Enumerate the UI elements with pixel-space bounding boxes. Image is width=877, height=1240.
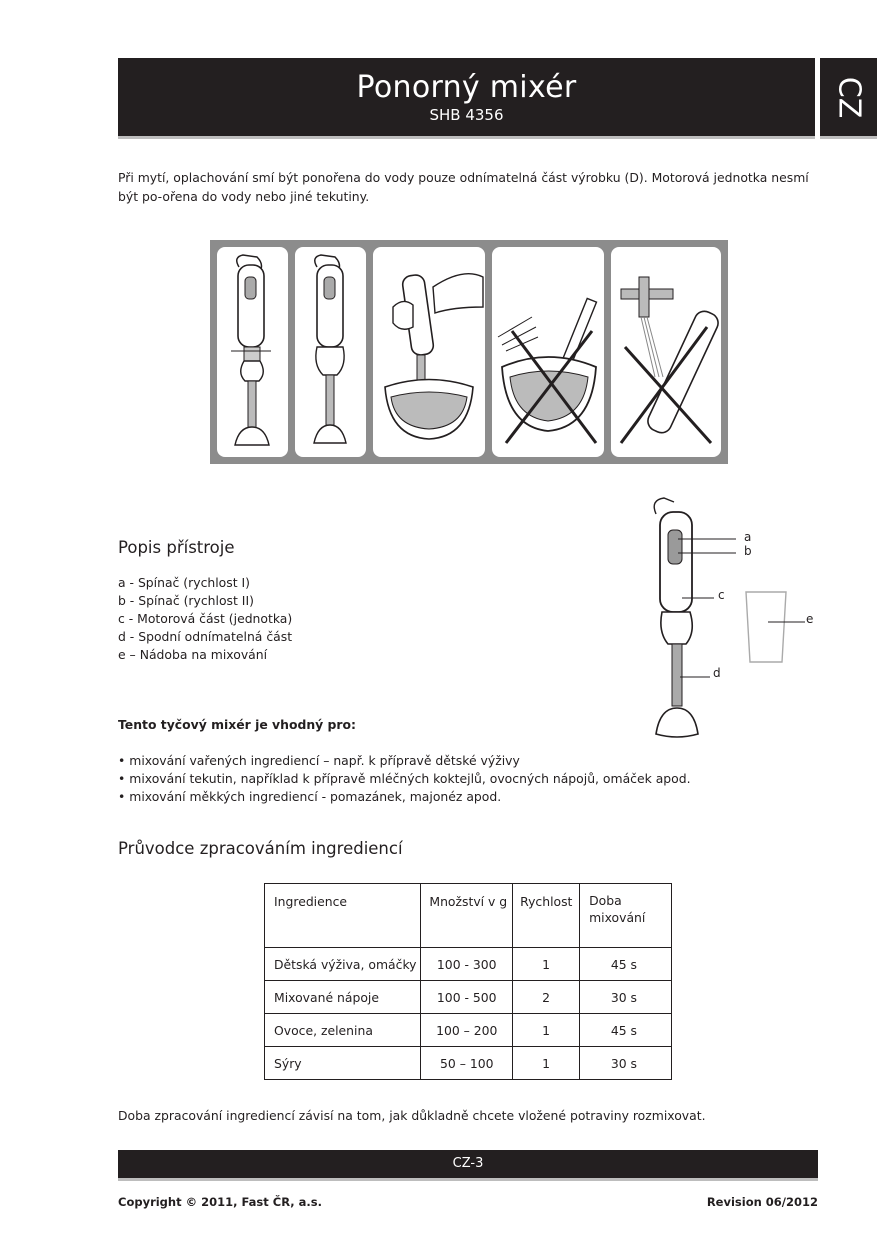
column-header: Rychlost	[513, 884, 580, 948]
label-b: b	[744, 544, 752, 558]
copyright: Copyright © 2011, Fast ČR, a.s.	[118, 1195, 322, 1209]
page-title: Ponorný mixér	[356, 70, 577, 105]
parts-list-item: c - Motorová část (jednotka)	[118, 611, 293, 626]
parts-list-item: d - Spodní odnímatelná část	[118, 629, 293, 644]
intro-paragraph: Při mytí, oplachování smí být ponořena do vody pouze odnímatelná část výrobku (D). Motorová jednotka nesmí být po-ořena do vody nebo jiné tekutiny.	[118, 170, 809, 204]
column-header: Ingredience	[265, 884, 421, 948]
description-heading: Popis přístroje	[118, 538, 235, 557]
processing-note: Doba zpracování ingrediencí závisí na tom, jak důkladně chcete vložené potraviny rozmixovat.	[118, 1108, 706, 1123]
revision: Revision 06/2012	[706, 1195, 818, 1209]
suitable-list-item: • mixování měkkých ingrediencí - pomazánek, majonéz apod.	[118, 789, 502, 804]
column-header: Doba mixování	[580, 884, 672, 948]
parts-list	[118, 574, 292, 664]
label-e: e	[806, 612, 814, 626]
illustration-panel-no-spatula	[492, 247, 604, 457]
mixer-parts-diagram	[640, 496, 840, 746]
illustration-panel-attached	[295, 247, 366, 457]
illustration-panel-no-water	[611, 247, 721, 457]
page-number: CZ-3	[452, 1156, 484, 1171]
illustration-panel-detach	[217, 247, 288, 457]
table-row: Sýry 50 – 100 1 30 s	[265, 1047, 672, 1080]
language-tab	[820, 58, 877, 139]
header-bar	[118, 58, 815, 139]
parts-list-item: e – Nádoba na mixování	[118, 647, 268, 662]
suitable-list-item: • mixování tekutin, například k přípravě mléčných koktejlů, ovocných nápojů, omáček apod.	[118, 771, 691, 786]
guide-heading: Průvodce zpracováním ingrediencí	[118, 839, 403, 858]
label-c: c	[718, 588, 725, 602]
suitable-list-item: • mixování vařených ingrediencí – např. k přípravě dětské výživy	[118, 753, 520, 768]
footer-bar	[118, 1150, 818, 1181]
table-row: Mixované nápoje 100 - 500 2 30 s	[265, 981, 672, 1014]
suitable-list	[118, 752, 691, 806]
model-number: SHB 4356	[429, 106, 504, 124]
cleaning-illustration	[210, 240, 728, 464]
table-header-row	[265, 884, 672, 948]
illustration-panel-mixing	[373, 247, 485, 457]
parts-list-item: b - Spínač (rychlost II)	[118, 593, 254, 608]
label-d: d	[713, 666, 721, 680]
column-header: Množství v g	[421, 884, 513, 948]
label-a: a	[744, 530, 752, 544]
table-row: Dětská výživa, omáčky 100 - 300 1 45 s	[265, 948, 672, 981]
table-row: Ovoce, zelenina 100 – 200 1 45 s	[265, 1014, 672, 1047]
suitable-heading: Tento tyčový mixér je vhodný pro:	[118, 717, 356, 732]
language-code: CZ	[831, 76, 866, 118]
ingredients-table	[264, 883, 672, 1080]
parts-list-item: a - Spínač (rychlost I)	[118, 575, 251, 590]
